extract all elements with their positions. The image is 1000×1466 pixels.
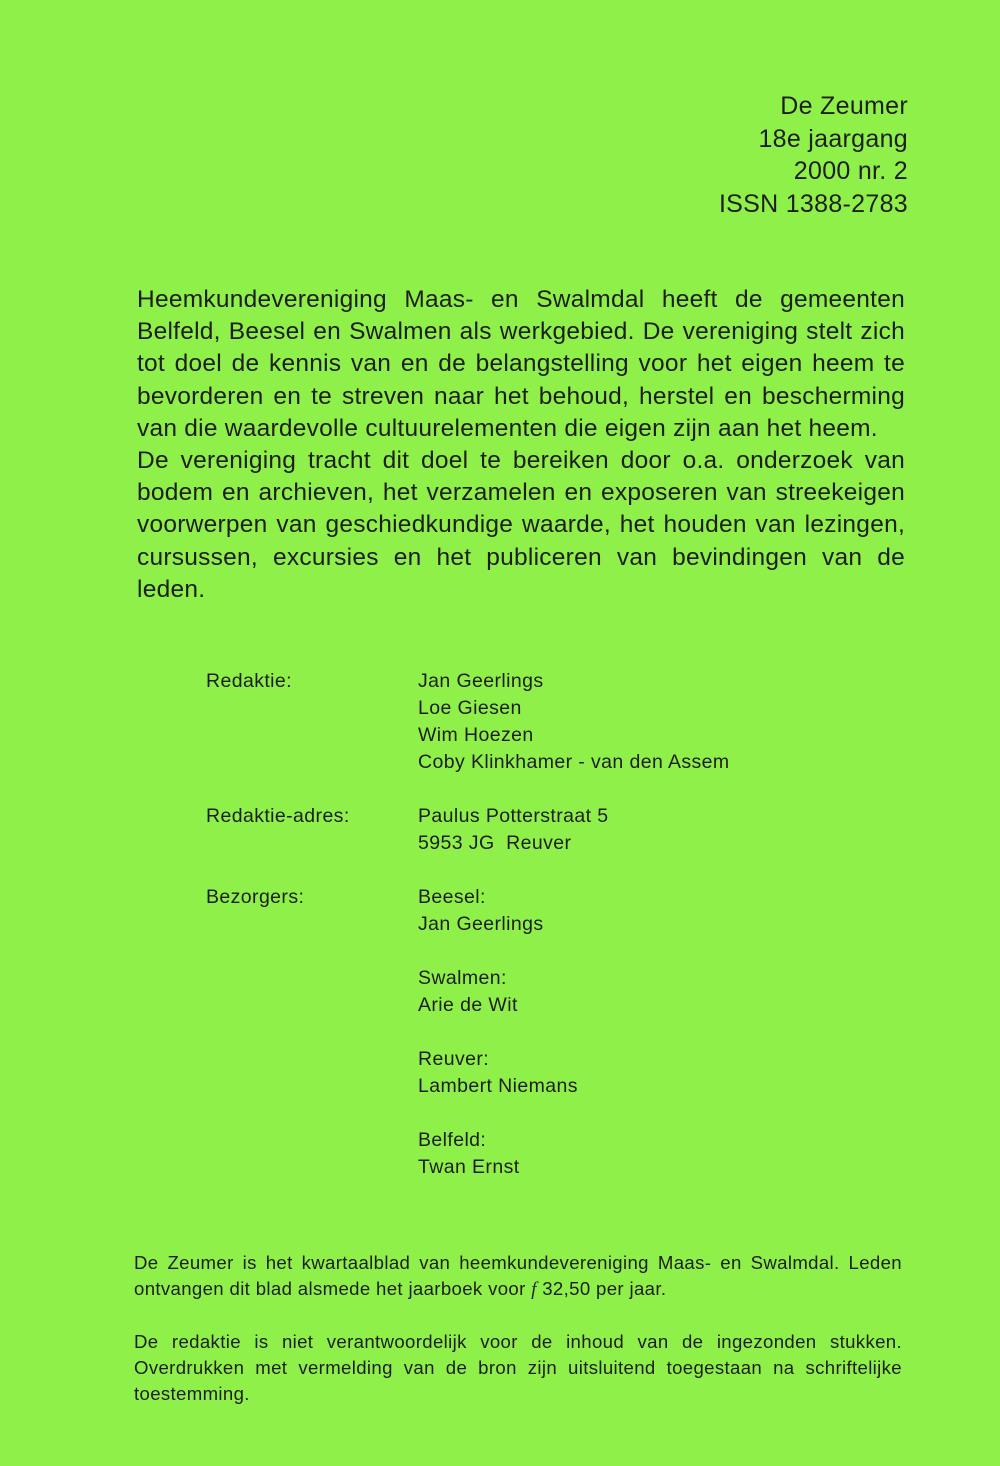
distributor-region: Reuver: [418, 1048, 490, 1070]
editor-name: Wim Hoezen [418, 724, 534, 746]
distributor-person: Jan Geerlings [418, 913, 544, 935]
address-postcode-city: 5953 JG Reuver [418, 832, 572, 854]
masthead [719, 90, 908, 220]
distributor-region: Swalmen: [418, 967, 507, 989]
distributor-group [418, 884, 906, 938]
issue-label: 2000 nr. 2 [793, 157, 908, 185]
subscription-note [134, 1250, 902, 1303]
editor-name: Jan Geerlings [418, 670, 544, 692]
distributor-group [418, 1127, 906, 1181]
disclaimer-note: De redaktie is niet verantwoordelijk voor de inhoud van de ingezonden stukken. Overdrukken met vermelding van de bron zijn uitsluitend toegestaan na schriftelijke toestemming. [134, 1331, 902, 1404]
editorial-label: Redaktie: [206, 670, 292, 692]
issn-label: ISSN 1388-2783 [718, 189, 908, 218]
intro-paragraph-1: Heemkundevereniging Maas- en Swalmdal heeft de gemeenten Belfeld, Beesel en Swalmen als werkgebied. De vereniging stelt zich tot doel de kennis van en de belangstelling voor het eigen heem te bevorderen en te streven naar het behoud, herstel en bescherming van die waardevolle cultuurelementen die eigen zijn aan het heem. [137, 286, 905, 442]
editor-name: Coby Klinkhamer - van den Assem [418, 751, 730, 773]
footer-notes [134, 1250, 902, 1407]
distributor-person: Twan Ernst [418, 1156, 520, 1178]
subscription-text: De Zeumer is het kwartaalblad van heemkundevereniging Maas- en Swalmdal. Leden ontvangen dit blad alsmede het jaarboek voor [134, 1252, 902, 1299]
editorial-address-row [206, 803, 906, 857]
editor-name: Loe Giesen [418, 697, 522, 719]
editorial-names [418, 668, 906, 776]
magazine-title: De Zeumer [780, 92, 908, 120]
distributor-group [418, 1046, 906, 1100]
credits-block [206, 668, 906, 1208]
distributor-region: Belfeld: [418, 1129, 487, 1151]
distributor-person: Arie de Wit [418, 994, 518, 1016]
subscription-period: per jaar. [590, 1278, 667, 1299]
volume-label: 18e jaargang [758, 124, 908, 153]
editorial-row [206, 668, 906, 776]
distributor-person: Lambert Niemans [418, 1075, 578, 1097]
editorial-address-label: Redaktie-adres: [206, 805, 350, 827]
distributor-group [418, 965, 906, 1019]
intro-paragraph-2: De vereniging tracht dit doel te bereiken door o.a. onderzoek van bodem en archieven, het verzamelen en exposeren van streekeigen voorwerpen van geschiedkundige waarde, het houden van lezingen, cursussen, excursies en het publiceren van bevindingen van de leden. [137, 447, 905, 603]
subscription-price: 32,50 [536, 1278, 591, 1299]
editorial-address [418, 803, 906, 857]
address-street: Paulus Potterstraat 5 [418, 805, 609, 827]
distributor-region: Beesel: [418, 886, 486, 908]
distributors-row [206, 884, 906, 1181]
florin-symbol: f [531, 1279, 537, 1300]
association-description [137, 284, 905, 606]
distributors-label: Bezorgers: [206, 886, 305, 908]
distributors-list [418, 884, 906, 1181]
